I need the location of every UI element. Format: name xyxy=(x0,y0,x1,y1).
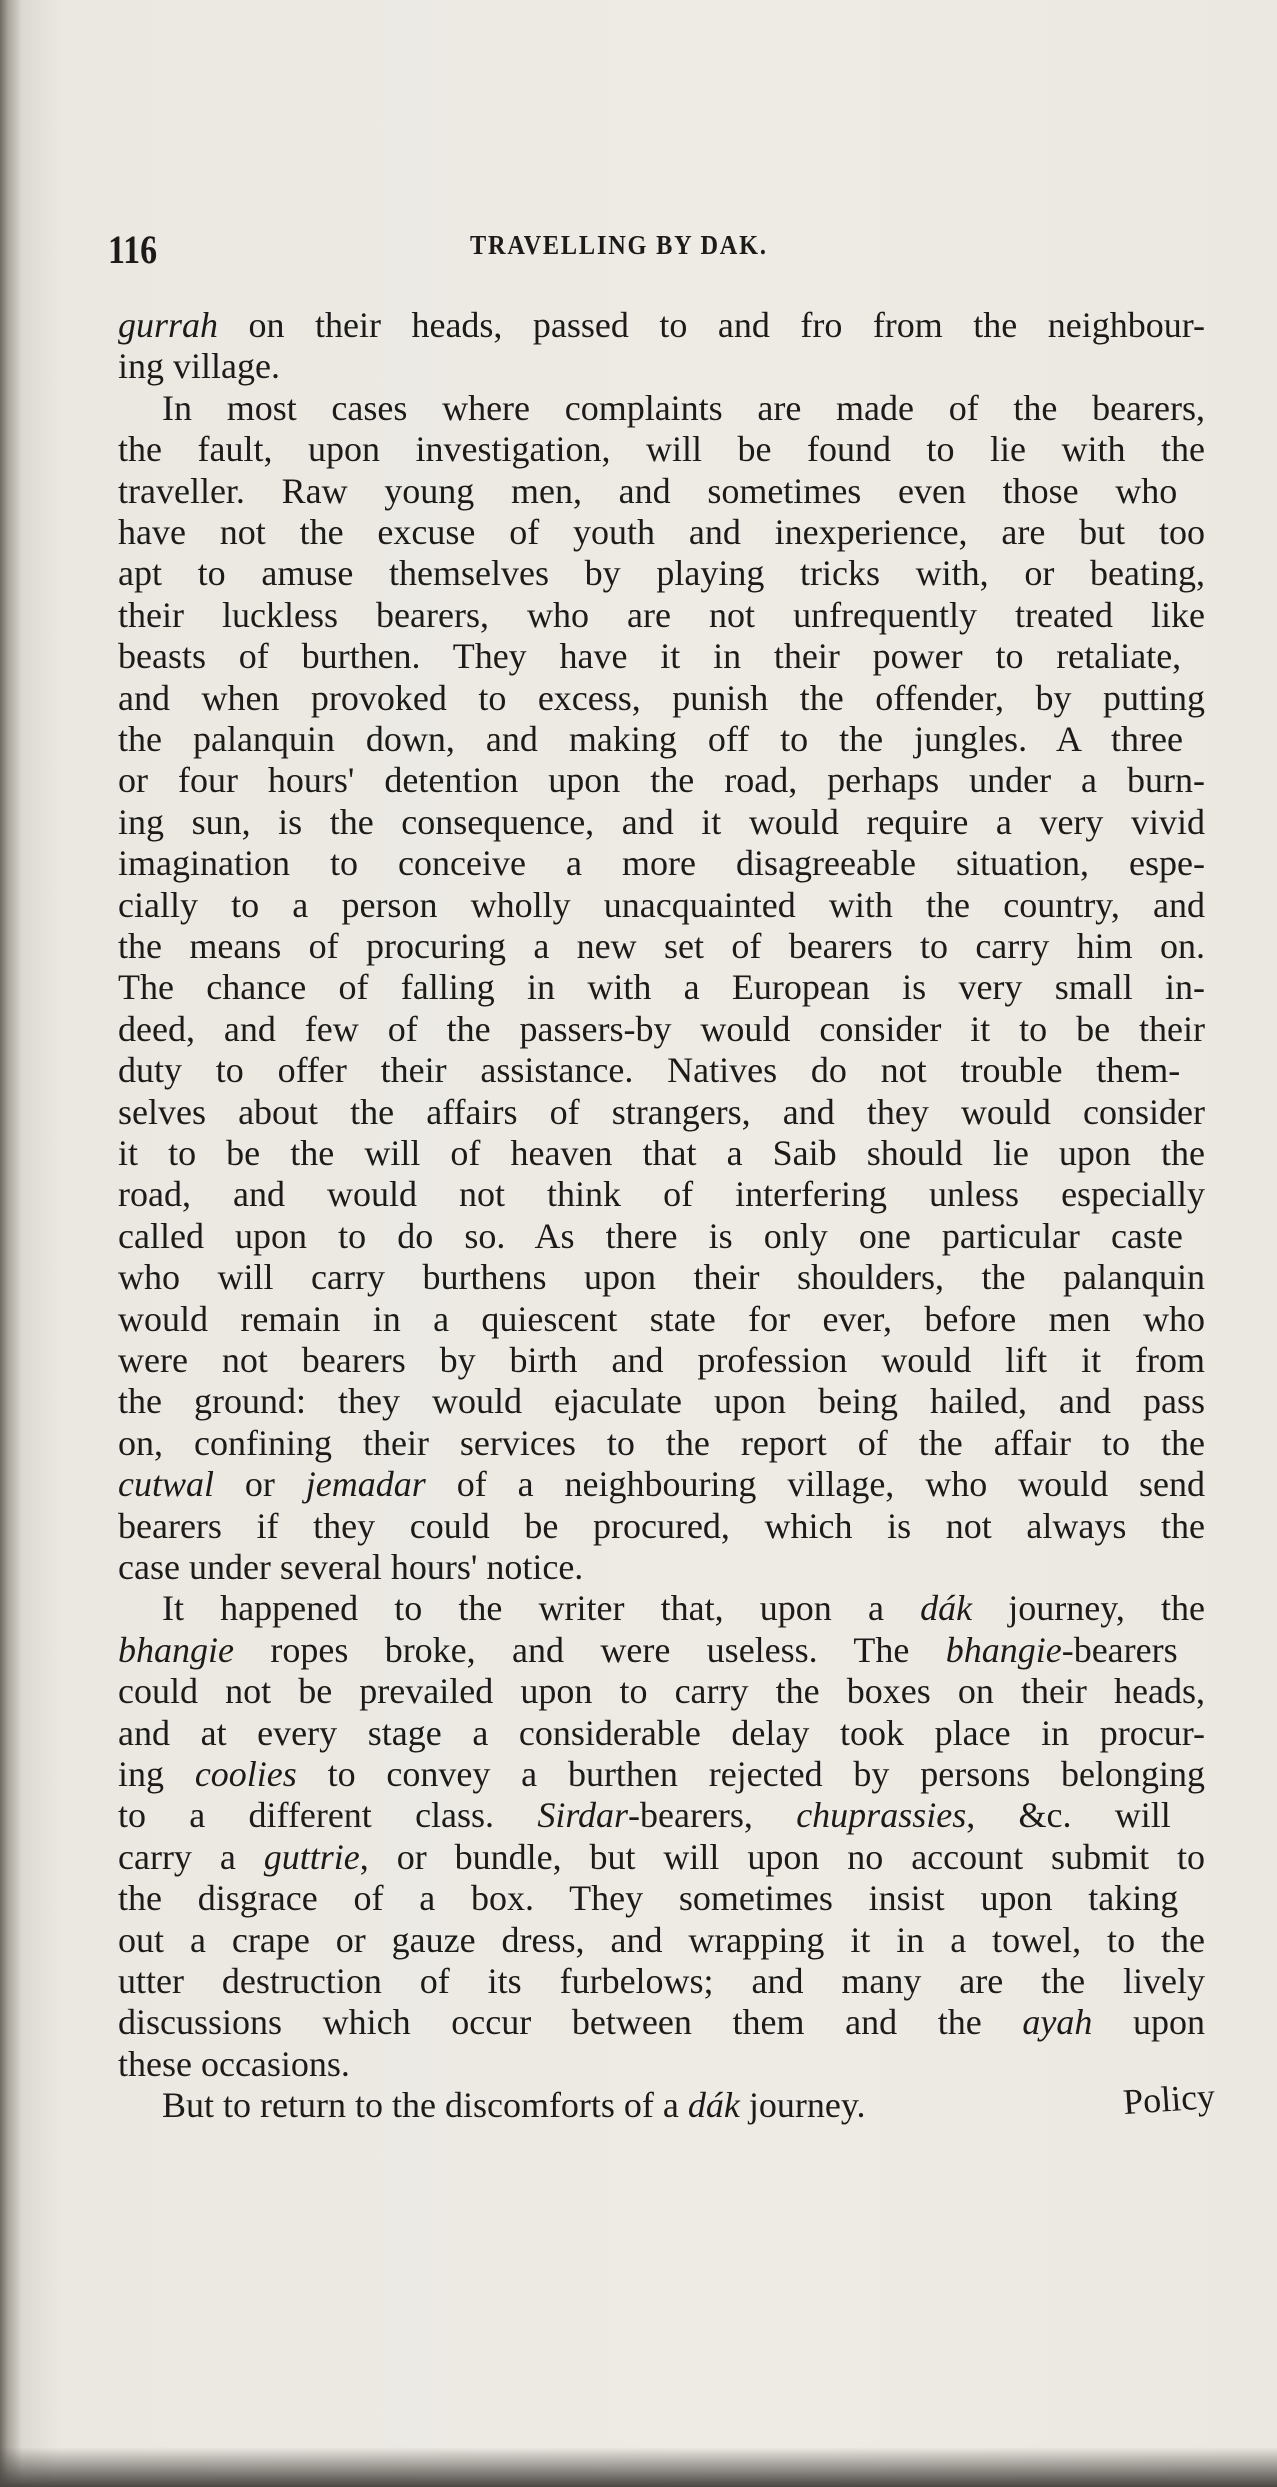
text-segment: , or bundle, but will upon no account submit to xyxy=(359,1836,1205,1877)
text-line xyxy=(118,1381,1205,1421)
italic-term: dák xyxy=(920,1588,973,1629)
italic-term: Sirdar xyxy=(537,1795,629,1836)
text-segment: and when provoked to excess, punish the offender, by putting xyxy=(118,677,1205,718)
italic-term: dák xyxy=(687,2085,740,2126)
text-segment: The chance of falling in with a European is very small in- xyxy=(118,967,1205,1008)
italic-term: jemadar xyxy=(305,1464,426,1505)
text-line xyxy=(118,885,1205,925)
text-segment: -bearers xyxy=(1061,1629,1178,1670)
text-line xyxy=(118,2002,1205,2042)
text-segment: cially to a person wholly unacquainted with the country, and xyxy=(118,884,1205,925)
text-segment: -bearers, xyxy=(628,1795,797,1836)
text-line xyxy=(118,967,1205,1007)
text-segment: journey. xyxy=(739,2085,866,2126)
text-segment: traveller. Raw young men, and sometimes even those who xyxy=(118,470,1178,511)
text-line xyxy=(118,1133,1205,1173)
running-head: TRAVELLING BY DAK. xyxy=(470,230,768,260)
text-line xyxy=(118,636,1181,676)
text-line xyxy=(118,802,1205,842)
text-segment: , &c. will xyxy=(966,1795,1171,1836)
italic-term: cutwal xyxy=(118,1464,214,1505)
text-line xyxy=(118,678,1205,718)
italic-term: gurrah xyxy=(118,305,219,345)
italic-term: ayah xyxy=(1022,2002,1093,2043)
text-line xyxy=(118,1713,1205,1753)
text-line xyxy=(162,388,1205,428)
text-line xyxy=(118,471,1177,511)
text-line xyxy=(118,843,1205,883)
text-line xyxy=(118,1299,1205,1339)
text-segment: imagination to conceive a more disagreeable situation, espe- xyxy=(118,843,1205,884)
text-segment: or four hours' detention upon the road, perhaps under a burn- xyxy=(118,760,1205,801)
text-segment: the means of procuring a new set of bearers to carry him on. xyxy=(118,926,1205,966)
text-line xyxy=(118,2044,350,2084)
text-segment: ing xyxy=(118,1754,195,1794)
text-segment: upon xyxy=(1092,2002,1206,2043)
text-segment: were not bearers by birth and profession would lift it from xyxy=(118,1340,1205,1380)
text-line xyxy=(118,553,1205,593)
text-segment: have not the excuse of youth and inexperience, are but too xyxy=(118,512,1205,552)
italic-term: chuprassies xyxy=(796,1795,967,1836)
text-line xyxy=(118,1837,1205,1877)
text-segment: carry a xyxy=(118,1836,264,1877)
text-segment: the palanquin down, and making off to the jungles. A three xyxy=(118,719,1184,759)
text-segment: it to be the will of heaven that a Saib should lie upon the xyxy=(118,1133,1205,1173)
text-segment: their luckless bearers, who are not unfrequently treated like xyxy=(118,594,1205,635)
text-line xyxy=(118,1547,583,1587)
text-segment: of a neighbouring village, who would send xyxy=(425,1464,1205,1505)
text-segment: But to return to the discomforts of a xyxy=(162,2085,688,2126)
text-segment: case under several hours' notice. xyxy=(118,1547,584,1587)
page-number: 116 xyxy=(108,227,158,272)
text-line xyxy=(118,1795,1171,1835)
text-line xyxy=(118,1340,1205,1380)
text-segment: the disgrace of a box. They sometimes insist upon taking xyxy=(118,1878,1179,1919)
text-segment: utter destruction of its furbelows; and many are the lively xyxy=(118,1961,1205,2001)
text-segment: journey, the xyxy=(972,1588,1205,1629)
text-line xyxy=(118,1423,1205,1463)
text-segment: duty to offer their assistance. Natives do not trouble them- xyxy=(118,1050,1181,1091)
text-segment: In most cases where complaints are made of the bearers, xyxy=(162,387,1205,428)
italic-term: bhangie xyxy=(945,1629,1062,1670)
text-line xyxy=(118,429,1205,469)
text-line xyxy=(118,512,1205,552)
text-segment: It happened to the writer that, upon a xyxy=(162,1588,921,1629)
italic-term: coolies xyxy=(194,1754,297,1794)
text-segment: out a crape or gauze dress, and wrapping it in a towel, to the xyxy=(118,1919,1205,1960)
catchword: Policy xyxy=(1121,2075,1217,2123)
text-segment: bearers if they could be procured, which is not always the xyxy=(118,1505,1205,1546)
text-line xyxy=(118,1754,1205,1794)
text-line xyxy=(118,1961,1205,2001)
text-line xyxy=(118,1878,1178,1918)
text-line xyxy=(118,305,1205,345)
text-segment: would remain in a quiescent state for ever, before men who xyxy=(118,1298,1205,1339)
italic-term: bhangie xyxy=(118,1629,234,1670)
text-segment: on their heads, passed to and fro from the neighbour- xyxy=(218,305,1205,345)
text-line xyxy=(118,346,280,386)
italic-term: guttrie xyxy=(263,1836,360,1877)
text-line xyxy=(118,1092,1205,1132)
text-segment: the ground: they would ejaculate upon being hailed, and pass xyxy=(118,1381,1205,1422)
text-line xyxy=(118,719,1183,759)
text-line xyxy=(118,1174,1205,1214)
text-segment: ropes broke, and were useless. The xyxy=(233,1629,946,1670)
text-segment: the fault, upon investigation, will be found to lie with the xyxy=(118,429,1205,470)
text-line xyxy=(118,1464,1205,1504)
text-segment: apt to amuse themselves by playing tricks with, or beating, xyxy=(118,553,1205,594)
text-line xyxy=(118,1257,1205,1297)
text-line xyxy=(118,595,1205,635)
text-line xyxy=(118,1506,1205,1546)
text-segment: who will carry burthens upon their shoulders, the palanquin xyxy=(118,1257,1205,1298)
text-line xyxy=(118,760,1205,800)
text-line xyxy=(118,1009,1205,1049)
text-line xyxy=(162,2085,866,2125)
text-line xyxy=(118,1050,1180,1090)
text-line xyxy=(118,1671,1205,1711)
text-segment: beasts of burthen. They have it in their power to retaliate, xyxy=(118,636,1182,677)
text-segment: road, and would not think of interfering unless especially xyxy=(118,1174,1205,1215)
text-line xyxy=(118,1920,1205,1960)
text-segment: these occasions. xyxy=(118,2043,350,2084)
text-segment: could not be prevailed upon to carry the boxes on their heads, xyxy=(118,1671,1205,1712)
text-segment: to convey a burthen rejected by persons belonging xyxy=(296,1754,1205,1794)
text-line xyxy=(118,1216,1183,1256)
text-line xyxy=(118,1630,1178,1670)
text-line xyxy=(162,1588,1205,1628)
text-segment: selves about the affairs of strangers, and they would consider xyxy=(118,1091,1205,1132)
text-segment: and at every stage a considerable delay took place in procur- xyxy=(118,1712,1205,1753)
text-segment: discussions which occur between them and the xyxy=(118,2002,1023,2043)
text-segment: to a different class. xyxy=(118,1795,538,1836)
text-segment: ing village. xyxy=(118,346,280,387)
text-segment: called upon to do so. As there is only one particular caste xyxy=(118,1215,1183,1256)
text-segment: or xyxy=(214,1464,306,1505)
text-line xyxy=(118,926,1205,966)
text-segment: ing sun, is the consequence, and it would require a very vivid xyxy=(118,801,1205,842)
text-segment: deed, and few of the passers-by would consider it to be their xyxy=(118,1008,1205,1049)
text-segment: on, confining their services to the report of the affair to the xyxy=(118,1422,1205,1463)
